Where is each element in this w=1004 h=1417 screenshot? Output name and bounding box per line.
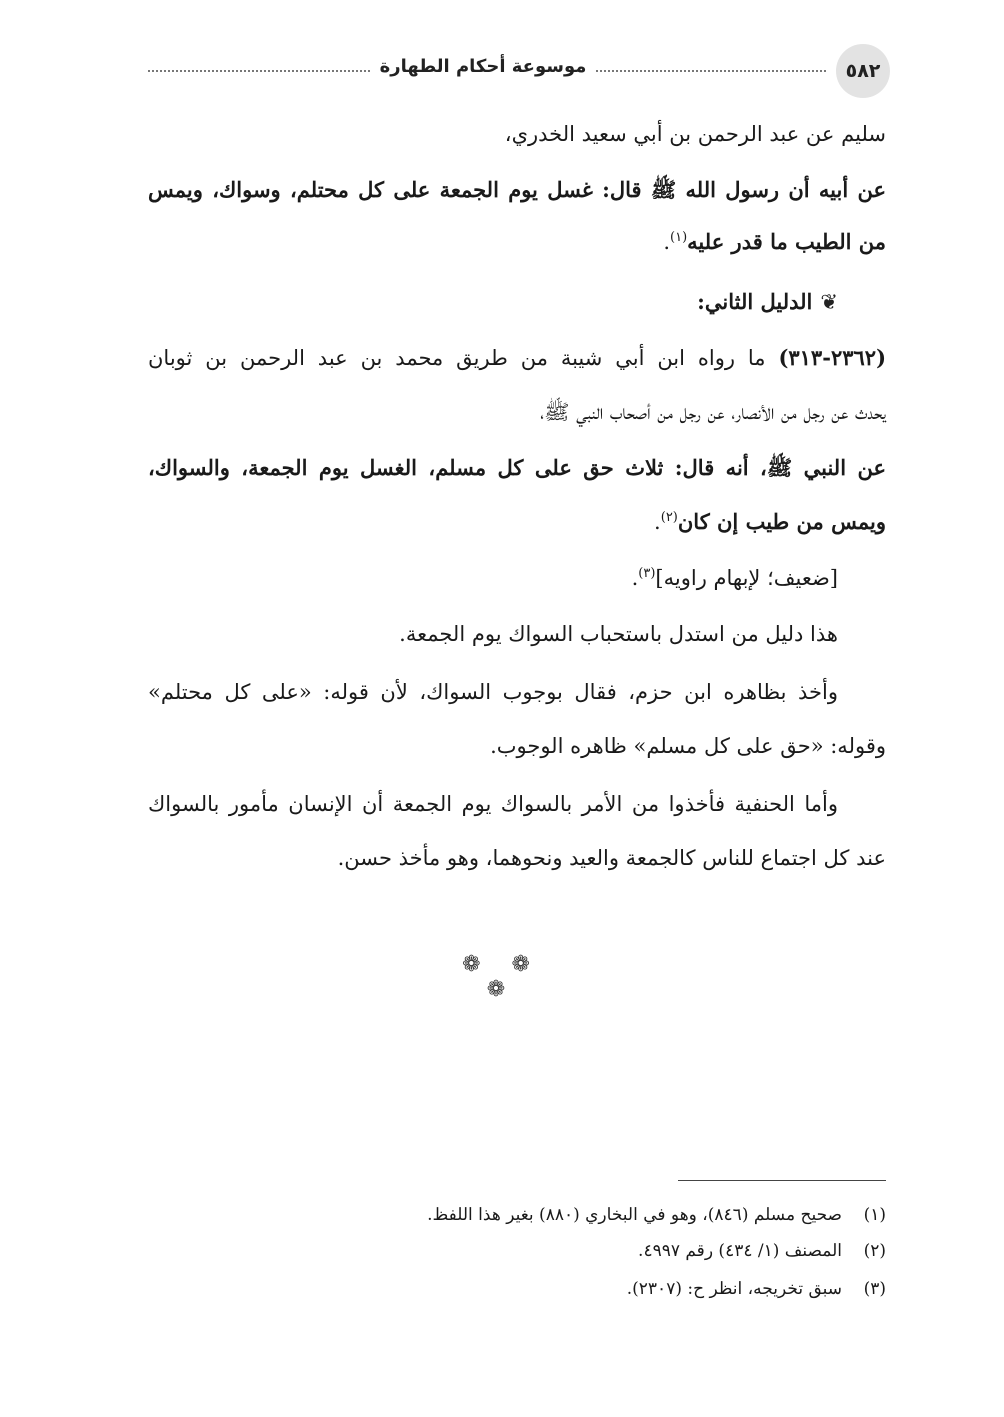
body-line-13: وأما الحنفية فأخذوا من الأمر بالسواك يوم الجمعة أن الإنسان مأمور بالسواك bbox=[148, 792, 838, 816]
section-heading-text: الدليل الثاني: bbox=[697, 289, 813, 314]
footnote-text: المصنف (١/ ٤٣٤) رقم ٤٩٩٧. bbox=[638, 1241, 842, 1261]
section-heading bbox=[148, 286, 886, 318]
hadith-line-3: عن النبي ﷺ، أنه قال: ثلاث حق على كل مسلم، الغسل يوم الجمعة، والسواك، bbox=[148, 455, 886, 480]
footnote-2 bbox=[200, 1238, 886, 1264]
footnote-text: سبق تخريجه، انظر ح: (٢٣٠٧). bbox=[626, 1279, 842, 1299]
grading-text: [ضعيف؛ لإبهام راويه] bbox=[655, 566, 838, 590]
hadith-line-2: من الطيب ما قدر عليه$^{(١)}$. bbox=[663, 229, 886, 254]
leaf-bullet-icon: ❦ bbox=[820, 290, 838, 314]
body-line-10: هذا دليل من استدل باستحباب السواك يوم الجمعة. bbox=[399, 622, 838, 646]
narration-line-2: يحدث عن رجل من الأنصار، عن رجل من أصحاب النبي ﷺ، bbox=[540, 400, 886, 424]
footnote-separator bbox=[678, 1180, 886, 1181]
running-header-title: موسوعة أحكام الطهارة bbox=[379, 56, 587, 77]
footnote-ref-3: (٣) bbox=[638, 566, 656, 581]
section-divider-ornament: ❁ ❁ ❁ bbox=[462, 952, 542, 1002]
hadith-line-1: عن أبيه أن رسول الله ﷺ قال: غسل يوم الجمعة على كل محتلم، وسواك، ويمس bbox=[148, 177, 886, 202]
footnote-3 bbox=[200, 1276, 886, 1302]
narration-text: ما رواه ابن أبي شيبة من طريق محمد بن عبد الرحمن بن ثوبان bbox=[148, 346, 779, 370]
hadith-number: (٢٣٦٢-٣١٣) bbox=[778, 345, 886, 370]
header-dotted-rule-left bbox=[148, 70, 370, 72]
footnote-ref-2: (٢) bbox=[660, 510, 678, 525]
footnote-number: (٣) bbox=[863, 1279, 886, 1299]
footnote-number: (٢) bbox=[863, 1241, 886, 1261]
body-line-11: وأخذ بظاهره ابن حزم، فقال بوجوب السواك، لأن قوله: «على كل محتلم» bbox=[148, 680, 838, 704]
body-line-14: عند كل اجتماع للناس كالجمعة والعيد ونحوهما، وهو مأخذ حسن. bbox=[337, 846, 886, 870]
grading-line: [ضعيف؛ لإبهام راويه]$^{(٣)}$. bbox=[631, 566, 838, 590]
footnote-ref-1: (١) bbox=[670, 230, 688, 245]
body-line-12: وقوله: «حق على كل مسلم» ظاهره الوجوب. bbox=[490, 734, 886, 758]
hadith-text: من الطيب ما قدر عليه bbox=[687, 229, 886, 254]
footnote-1 bbox=[200, 1202, 886, 1228]
page-number: ٥٨٢ bbox=[836, 44, 890, 98]
body-line-1: سليم عن عبد الرحمن بن أبي سعيد الخدري، bbox=[504, 122, 886, 146]
footnote-text: صحيح مسلم (٨٤٦)، وهو في البخاري (٨٨٠) بغير هذا اللفظ. bbox=[427, 1205, 842, 1225]
hadith-line-4: ويمس من طيب إن كان$^{(٢)}$. bbox=[654, 509, 886, 534]
footnote-number: (١) bbox=[863, 1205, 886, 1225]
hadith-text-2: ويمس من طيب إن كان bbox=[677, 509, 886, 534]
header-dotted-rule-right bbox=[596, 70, 826, 72]
narration-line-1 bbox=[148, 342, 886, 374]
